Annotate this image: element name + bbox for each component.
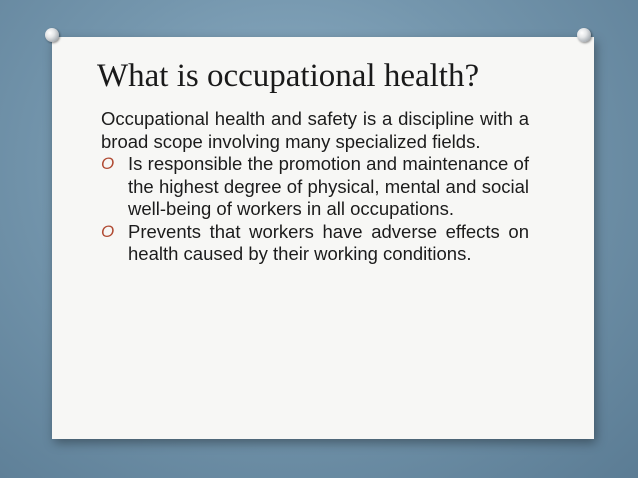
bullet-item <box>101 153 529 221</box>
pushpin-icon <box>577 28 591 42</box>
bullet-text: Is responsible the promotion and maintenance of the highest degree of physical, mental and social well-being of workers in all occupations. <box>128 153 529 219</box>
slide-title: What is occupational health? <box>97 58 480 94</box>
bullet-list <box>101 153 529 266</box>
intro-paragraph: Occupational health and safety is a discipline with a broad scope involving many specialized fields. <box>101 108 529 152</box>
bullet-marker-icon: O <box>101 221 115 241</box>
bullet-marker-icon: O <box>101 154 115 173</box>
bullet-item <box>101 221 529 266</box>
slide-body <box>101 108 529 266</box>
bullet-text: Prevents that workers have adverse effects on health caused by their working conditions. <box>128 220 529 264</box>
pushpin-icon <box>45 28 59 42</box>
